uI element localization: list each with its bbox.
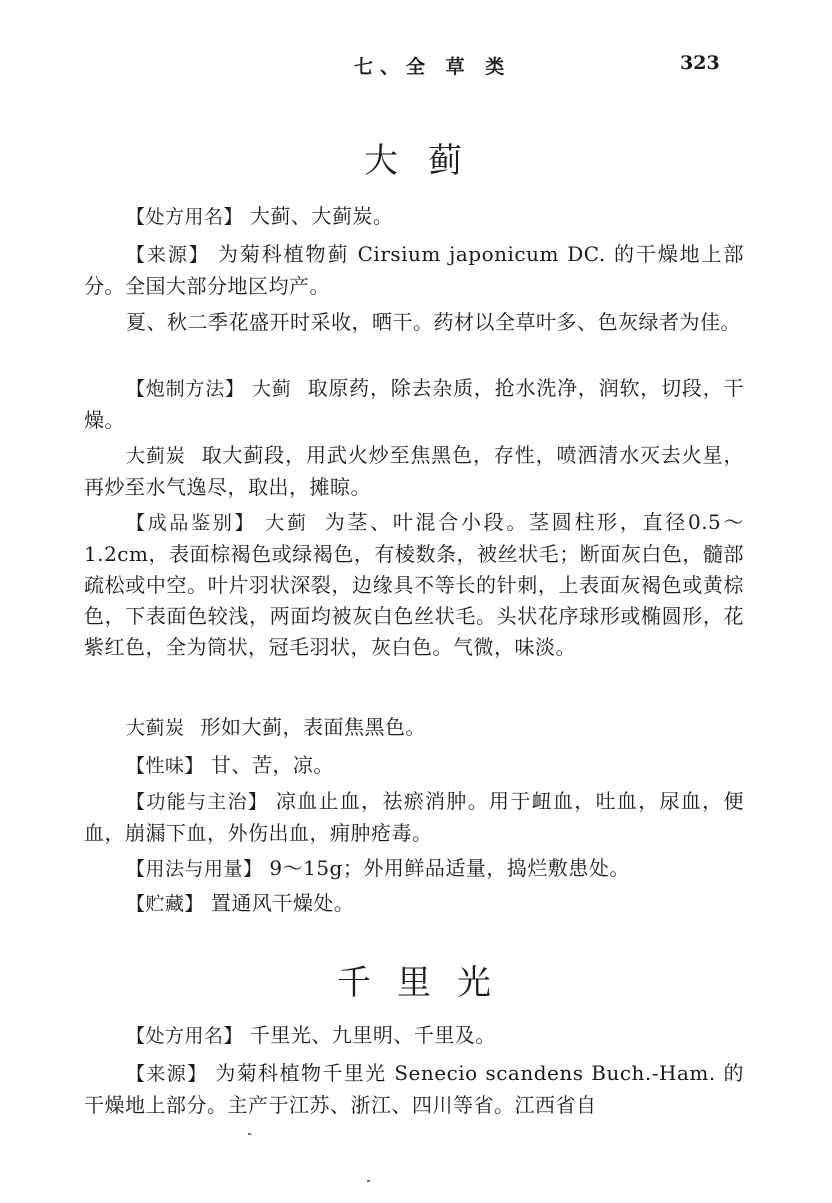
- field-label: 【性味】: [126, 755, 205, 777]
- field-text: 9～15g；外用鲜品适量，捣烂敷患处。: [262, 856, 630, 880]
- field-label: 【来源】: [126, 244, 210, 266]
- field-text: 置通风干燥处。: [204, 891, 355, 915]
- scan-speck: [367, 1180, 370, 1182]
- subheading: 大蓟炭: [126, 445, 186, 467]
- usage-dosage: [84, 853, 744, 885]
- field-text: 为菊科植物千里光 Senecio scandens Buch.-Ham. 的干燥地上部分。主产于江苏、浙江、四川等省。江西省自: [84, 1061, 744, 1117]
- subheading: 大蓟炭: [126, 717, 185, 739]
- field-text: 千里光、九里明、千里及。: [243, 1023, 496, 1047]
- entry-title-daji: 大蓟: [364, 141, 492, 181]
- field-label: 【处方用名】: [126, 1025, 244, 1047]
- subheading: 大蓟: [265, 512, 309, 534]
- field-text: 为茎、叶混合小段。茎圆柱形，直径0.5～1.2cm，表面棕褐色或绿褐色，有棱数条，被丝状毛；断面灰白色，髓部疏松或中空。叶片羽状深裂，边缘具不等长的针刺，上表面灰褐色或黄棕色，下表面色较浅，两面均被灰白色丝状毛。头状花序球形或椭圆形，花紫红色，全为筒状，冠毛羽状，灰白色。气微，味淡。: [84, 510, 744, 659]
- source: [84, 239, 744, 302]
- field-text: 形如大蓟，表面焦黑色。: [200, 715, 427, 739]
- source: [84, 1058, 744, 1121]
- entry-title-qianliguang: 千里光: [337, 963, 517, 1003]
- field-label: 【功能与主治】: [126, 791, 269, 813]
- product-identification: [84, 507, 744, 663]
- field-label: 【处方用名】: [126, 206, 244, 228]
- field-text: 夏、秋二季花盛开时采收，晒干。药材以全草叶多、色灰绿者为佳。: [126, 310, 741, 334]
- page-number: 323: [680, 52, 720, 74]
- product-identification-charcoal: [84, 712, 744, 744]
- field-label: 【贮藏】: [126, 893, 205, 915]
- field-text: 取大蓟段，用武火炒至焦黑色，存性，喷洒清水灭去火星，再炒至水气逸尽，取出，摊晾。: [84, 443, 744, 499]
- processing-method: [84, 373, 744, 436]
- prescription-names: [84, 201, 744, 233]
- field-text: 取原药，除去杂质，抢水洗净，润软，切段，干燥。: [84, 376, 744, 432]
- field-label: 【用法与用量】: [126, 858, 263, 880]
- subheading: 大蓟: [251, 378, 292, 400]
- field-text: 为菊科植物蓟 Cirsium japonicum DC. 的干燥地上部分。全国大部分地区均产。: [84, 242, 744, 298]
- processing-charcoal: [84, 440, 744, 503]
- field-text: 大蓟、大蓟炭。: [243, 204, 394, 228]
- prescription-names: [84, 1020, 744, 1052]
- storage: [84, 888, 744, 920]
- harvest-note: [84, 307, 744, 338]
- scan-speck: [248, 1133, 251, 1135]
- nature-taste: [84, 750, 744, 782]
- section-title: 七、全 草 类: [354, 56, 512, 78]
- functions-indications: [84, 786, 744, 849]
- field-text: 凉血止血，祛瘀消肿。用于衄血，吐血，尿血，便血，崩漏下血，外伤出血，痈肿疮毒。: [84, 789, 744, 845]
- field-label: 【炮制方法】: [126, 378, 245, 400]
- field-text: 甘、苦，凉。: [204, 753, 334, 777]
- field-label: 【成品鉴别】: [126, 512, 257, 534]
- running-header: [0, 52, 832, 78]
- field-label: 【来源】: [126, 1063, 208, 1085]
